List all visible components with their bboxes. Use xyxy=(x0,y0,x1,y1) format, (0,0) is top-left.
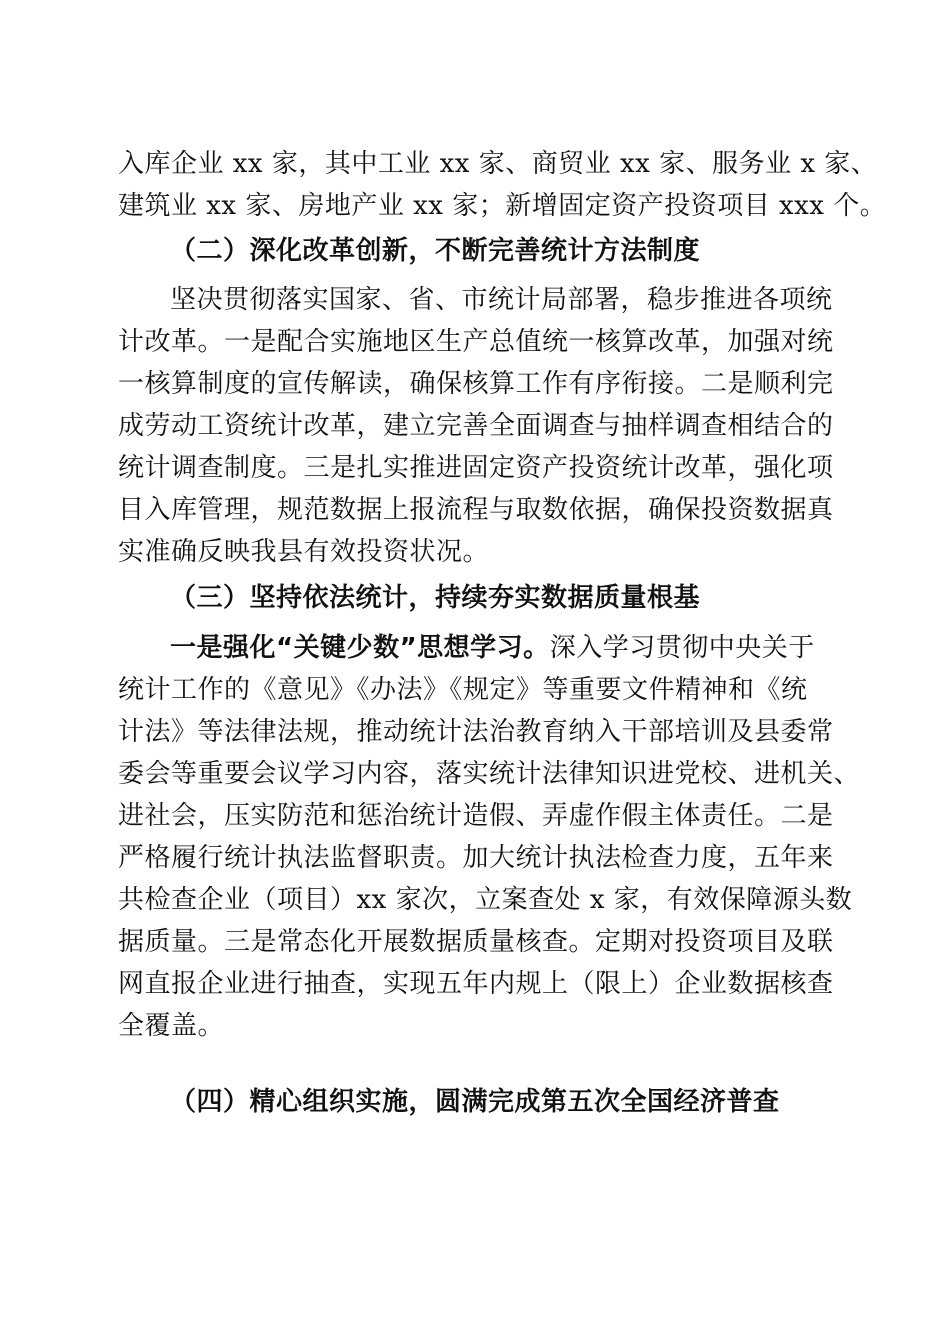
body-line: 成劳动工资统计改革，建立完善全面调查与抽样调查相结合的 xyxy=(118,411,834,441)
body-line: 建筑业 xx 家、房地产业 xx 家；新增固定资产投资项目 xxx 个。 xyxy=(118,191,887,221)
body-line: 进社会，压实防范和惩治统计造假、弄虚作假主体责任。二是 xyxy=(118,801,834,831)
body-line: 计法》等法律法规，推动统计法治教育纳入干部培训及县委常 xyxy=(118,717,834,747)
body-line: 据质量。三是常态化开展数据质量核查。定期对投资项目及联 xyxy=(118,927,834,957)
body-line: 目入库管理，规范数据上报流程与取数依据，确保投资数据真 xyxy=(118,495,834,525)
body-line: 共检查企业（项目）xx 家次，立案查处 x 家，有效保障源头数 xyxy=(118,885,853,915)
body-line: 全覆盖。 xyxy=(118,1011,225,1041)
emphasis-lead: 一是强化“关键少数”思想学习。 xyxy=(170,633,550,663)
body-line: 坚决贯彻落实国家、省、市统计局部署，稳步推进各项统 xyxy=(170,285,833,315)
body-line: 统计工作的《意见》《办法》《规定》等重要文件精神和《统 xyxy=(118,675,808,705)
body-line xyxy=(170,630,815,666)
body-line: 入库企业 xx 家，其中工业 xx 家、商贸业 xx 家、服务业 x 家、 xyxy=(118,149,878,179)
body-line: 计改革。一是配合实施地区生产总值统一核算改革，加强对统 xyxy=(118,327,834,357)
body-line: 统计调查制度。三是扎实推进固定资产投资统计改革，强化项 xyxy=(118,453,834,483)
section-heading-3: （三）坚持依法统计，持续夯实数据质量根基 xyxy=(170,583,701,613)
section-heading-2: （二）深化改革创新，不断完善统计方法制度 xyxy=(170,236,701,266)
section-heading-4: （四）精心组织实施，圆满完成第五次全国经济普查 xyxy=(170,1087,780,1117)
body-text: 深入学习贯彻中央关于 xyxy=(549,633,815,663)
body-line: 委会等重要会议学习内容，落实统计法律知识进党校、进机关、 xyxy=(118,759,861,789)
body-line: 一核算制度的宣传解读，确保核算工作有序衔接。二是顺利完 xyxy=(118,369,834,399)
body-line: 实准确反映我县有效投资状况。 xyxy=(118,537,490,567)
body-line: 网直报企业进行抽查，实现五年内规上（限上）企业数据核查 xyxy=(118,969,834,999)
body-line: 严格履行统计执法监督职责。加大统计执法检查力度，五年来 xyxy=(118,843,834,873)
